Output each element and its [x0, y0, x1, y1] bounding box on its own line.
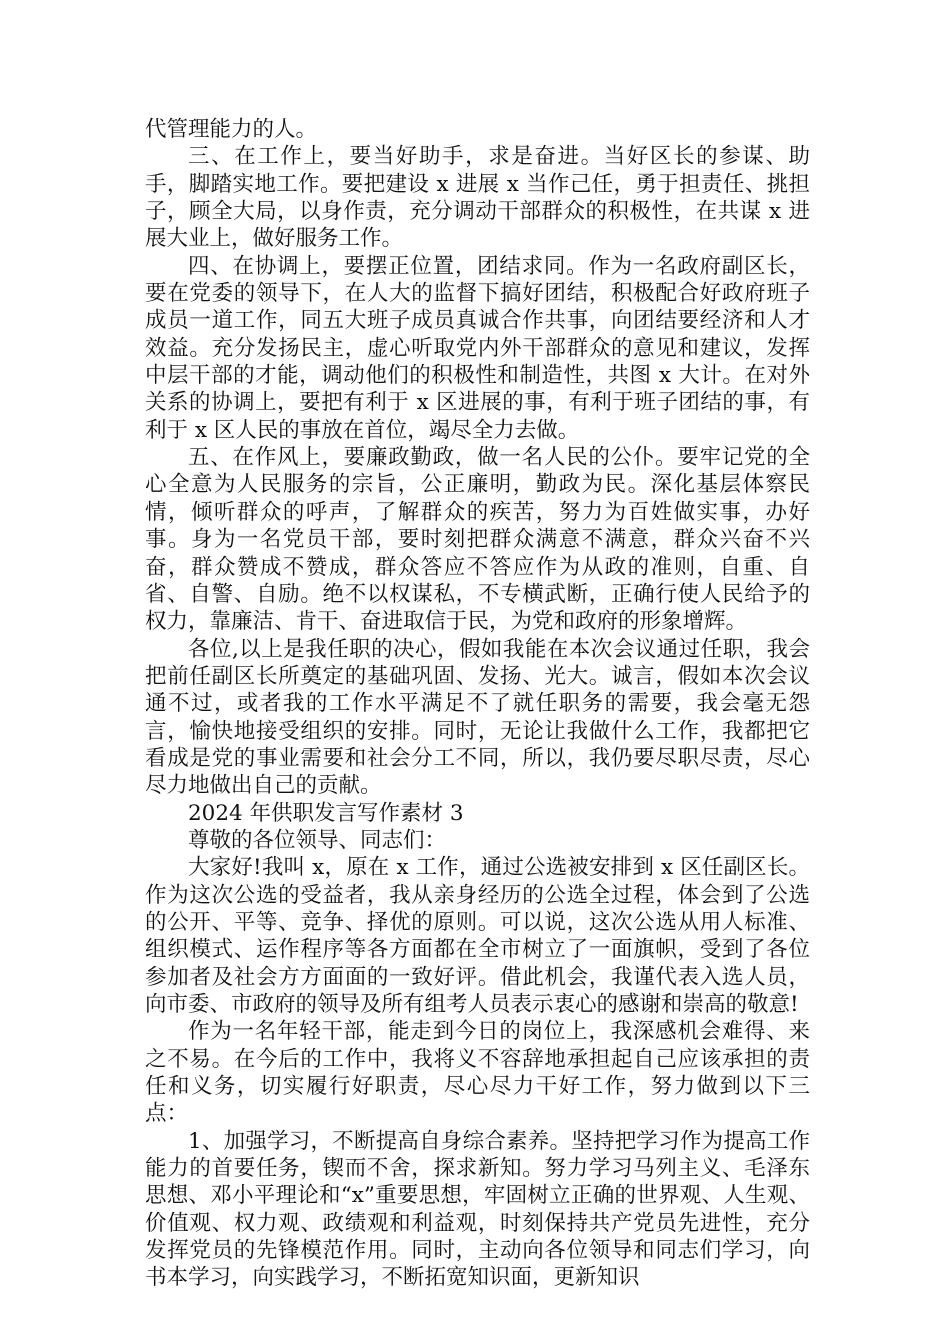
paragraph-point-three: 三、在工作上，要当好助手，求是奋进。当好区长的参谋、助手，脚踏实地工作。要把建设 x 进展 x 当作己任，勇于担责任、挑担子，顾全大局，以身作责，充分调动干部群众的积极性，在共谋 x 进展大业上，做好服务工作。: [145, 144, 810, 252]
paragraph-point-one: 1、加强学习，不断提高自身综合素养。坚持把学习作为提高工作能力的首要任务，锲而不舍，探求新知。努力学习马列主义、毛泽东思想、邓小平理论和“x”重要思想，牢固树立正确的世界观、人生观、价值观、权力观、政绩观和利益观，时刻保持共产党员先进性，充分发挥党员的先锋模范作用。同时，主动向各位领导和同志们学习，向书本学习，向实践学习，不断拓宽知识面，更新知识: [145, 1128, 810, 1291]
paragraph-introduction: 大家好!我叫 x，原在 x 工作，通过公选被安排到 x 区任副区长。作为这次公选的受益者，我从亲身经历的公选全过程，体会到了公选的公开、平等、竞争、择优的原则。可以说，这次公选从用人标准、组织模式、运作程序等各方面都在全市树立了一面旗帜，受到了各位参加者及社会方方面面的一致好评。借此机会，我谨代表入选人员，向市委、市政府的领导及所有组考人员表示衷心的感谢和崇高的敬意!: [145, 855, 810, 1017]
salutation: 尊敬的各位领导、同志们：: [188, 827, 447, 853]
paragraph-continuation: 代管理能力的人。: [145, 117, 318, 142]
document-body: [145, 116, 810, 1292]
section-heading: 2024 年供职发言写作素材 3: [188, 800, 464, 826]
paragraph-closing: 各位,以上是我任职的决心，假如我能在本次会议通过任职，我会把前任副区长所奠定的基础巩固、发扬、光大。诚言，假如本次会议通不过，或者我的工作水平满足不了就任职务的需要，我会毫无怨言，愉快地接受组织的安排。同时，无论让我做什么工作，我都把它看成是党的事业需要和社会分工不同，所以，我仍要尽职尽责，尽心尽力地做出自己的贡献。: [145, 636, 810, 799]
paragraph-point-five: 五、在作风上，要廉政勤政，做一名人民的公仆。要牢记党的全心全意为人民服务的宗旨，公正廉明，勤政为民。深化基层体察民情，倾听群众的呼声，了解群众的疾苦，努力为百姓做实事，办好事。身为一名党员干部，要时刻把群众满意不满意，群众兴奋不兴奋，群众赞成不赞成，群众答应不答应作为从政的准则，自重、自省、自警、自励。绝不以权谋私，不专横武断，正确行使人民给予的权力，靠廉洁、肯干、奋进取信于民，为党和政府的形象增辉。: [145, 445, 810, 635]
paragraph-commitment: 作为一名年轻干部，能走到今日的岗位上，我深感机会难得、来之不易。在今后的工作中，我将义不容辞地承担起自己应该承担的责任和义务，切实履行好职责，尽心尽力干好工作，努力做到以下三点：: [145, 1019, 810, 1127]
paragraph-point-four: 四、在协调上，要摆正位置，团结求同。作为一名政府副区长，要在党委的领导下，在人大的监督下搞好团结，积极配合好政府班子成员一道工作，同五大班子成员真诚合作共事，向团结要经济和人才效益。充分发扬民主，虚心听取党内外干部群众的意见和建议，发挥中层干部的才能，调动他们的积极性和制造性，共图 x 大计。在对外关系的协调上，要把有利于 x 区进展的事，有利于班子团结的事，有利于 x 区人民的事放在首位，竭尽全力去做。: [145, 253, 810, 443]
